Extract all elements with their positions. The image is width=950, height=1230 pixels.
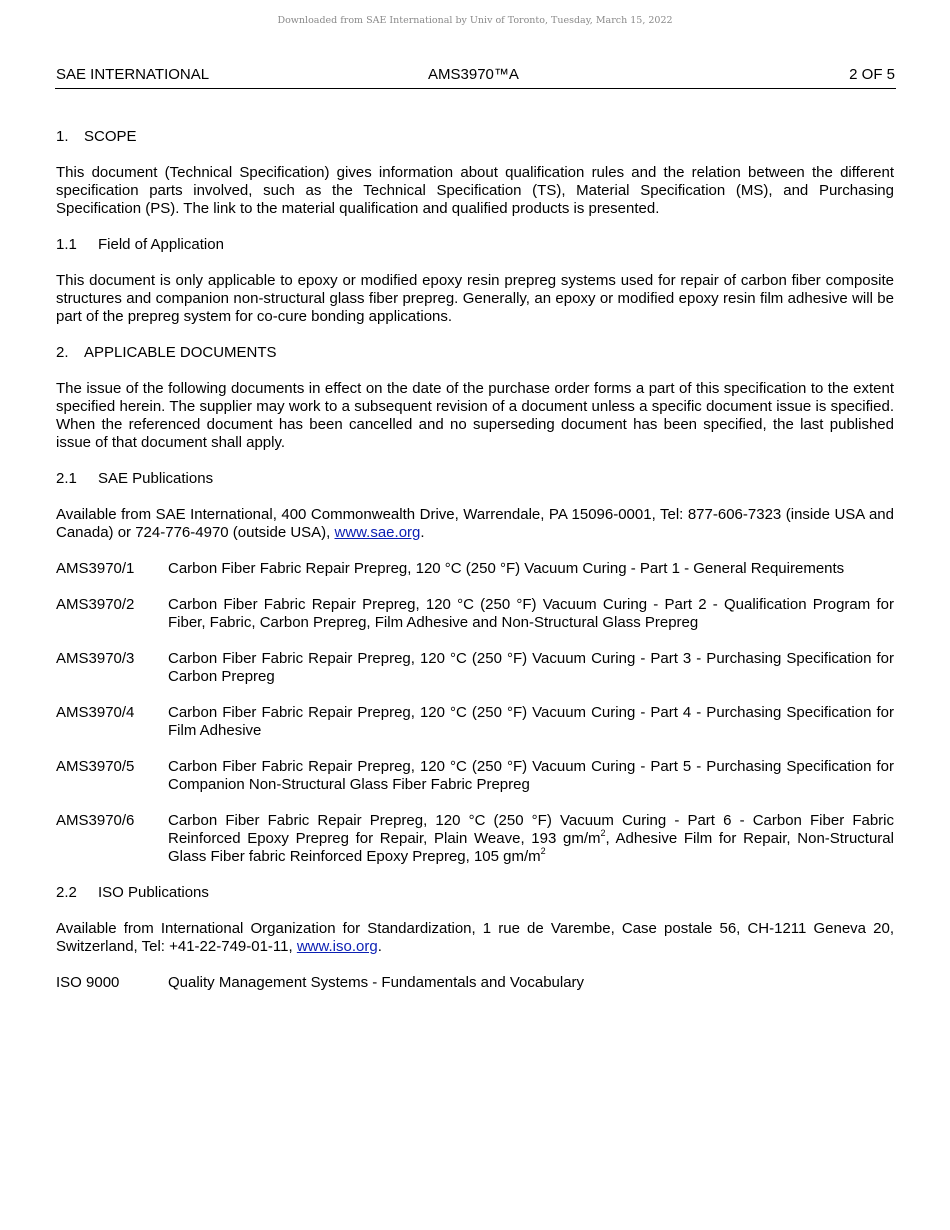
- section-heading-iso-publications: [56, 884, 894, 902]
- section-title: SAE Publications: [98, 470, 214, 487]
- section-title: APPLICABLE DOCUMENTS: [84, 344, 277, 361]
- download-watermark: Downloaded from SAE International by Univ of Toronto, Tuesday, March 15, 2022: [277, 15, 673, 26]
- reference-title: [168, 812, 894, 866]
- reference-code: AMS3970/5: [56, 758, 135, 775]
- reference-code: AMS3970/6: [56, 812, 135, 829]
- reference-code: AMS3970/3: [56, 650, 135, 667]
- section-number: 1.1: [56, 236, 77, 253]
- reference-title: Carbon Fiber Fabric Repair Prepreg, 120 °C (250 °F) Vacuum Curing - Part 1 - General Requirements: [168, 560, 845, 577]
- reference-entry: [56, 758, 894, 794]
- reference-code: ISO 9000: [56, 974, 120, 991]
- section-heading-scope: [56, 128, 894, 146]
- section-title: SCOPE: [84, 128, 137, 145]
- reference-title-part: , Adhesive Film for Repair, Non-Structural Glass Fiber fabric Reinforced Epoxy Prepreg, 105 gm/m: [168, 830, 894, 865]
- reference-code: AMS3970/2: [56, 596, 135, 613]
- section-number: 2.1: [56, 470, 77, 487]
- iso-availability-paragraph: [56, 920, 894, 956]
- section-number: 2.2: [56, 884, 77, 901]
- section-heading-sae-publications: [56, 470, 894, 488]
- iso-availability-end: .: [377, 938, 382, 955]
- section-title: Field of Application: [98, 236, 224, 253]
- field-of-application-paragraph: This document is only applicable to epoxy or modified epoxy resin prepreg systems used for repair of carbon fiber composite structures and companion non-structural glass fiber prepreg. Generally, an epoxy or modified epoxy resin film adhesive will be part of the prepreg system for co-cure bonding applications.: [56, 272, 894, 325]
- iso-availability-text: Available from International Organization for Standardization, 1 rue de Varembe, Case postale 56, CH-1211 Geneva 20, Switzerland, Tel: +41-22-749-01-11,: [56, 920, 894, 955]
- document-body: [56, 128, 894, 1010]
- reference-code: AMS3970/4: [56, 704, 135, 721]
- reference-title: Carbon Fiber Fabric Repair Prepreg, 120 °C (250 °F) Vacuum Curing - Part 3 - Purchasing Specification for Carbon Prepreg: [168, 650, 894, 685]
- header-page-number: 2 OF 5: [849, 66, 895, 83]
- reference-entry: [56, 596, 894, 632]
- reference-entry: [56, 974, 894, 992]
- header-organization: SAE INTERNATIONAL: [56, 66, 210, 83]
- sae-availability-end: .: [420, 524, 425, 541]
- header-document-number: AMS3970™A: [428, 66, 519, 83]
- superscript: 2: [540, 846, 546, 856]
- reference-entry: [56, 704, 894, 740]
- sae-availability-paragraph: [56, 506, 894, 542]
- scope-paragraph: This document (Technical Specification) gives information about qualification rules and the relation between the different specification parts involved, such as the Technical Specification (TS), Material Specification (MS), and Purchasing Specification (PS). The link to the material qualification and qualified products is presented.: [56, 164, 894, 217]
- page-header: [55, 66, 896, 89]
- section-number: 1.: [56, 128, 69, 145]
- reference-title: Carbon Fiber Fabric Repair Prepreg, 120 °C (250 °F) Vacuum Curing - Part 4 - Purchasing Specification for Film Adhesive: [168, 704, 894, 739]
- reference-entry: [56, 812, 894, 866]
- sae-availability-text: Available from SAE International, 400 Commonwealth Drive, Warrendale, PA 15096-0001, Tel: 877-606-7323 (inside USA and Canada) or 724-776-4970 (outside USA),: [56, 506, 894, 541]
- superscript: 2: [600, 828, 606, 838]
- reference-code: AMS3970/1: [56, 560, 135, 577]
- reference-title-part: Carbon Fiber Fabric Repair Prepreg, 120 °C (250 °F) Vacuum Curing - Part 6 - Carbon Fiber Fabric Reinforced Epoxy Prepreg for Repair, Plain Weave, 193 gm/m: [168, 812, 894, 847]
- reference-entry: [56, 560, 894, 578]
- reference-title: Carbon Fiber Fabric Repair Prepreg, 120 °C (250 °F) Vacuum Curing - Part 5 - Purchasing Specification for Companion Non-Structural Glass Fiber Fabric Prepreg: [168, 758, 894, 793]
- section-title: ISO Publications: [98, 884, 209, 901]
- reference-title: Quality Management Systems - Fundamentals and Vocabulary: [168, 974, 585, 991]
- section-heading-field-of-application: [56, 236, 894, 254]
- sae-website-link[interactable]: www.sae.org: [334, 524, 421, 541]
- applicable-documents-paragraph: The issue of the following documents in effect on the date of the purchase order forms a part of this specification to the extent specified herein. The supplier may work to a subsequent revision of a document unless a specific document issue is specified. When the referenced document has been cancelled and no superseding document has been specified, the last published issue of that document shall apply.: [56, 380, 894, 451]
- iso-website-link[interactable]: www.iso.org: [296, 938, 378, 955]
- reference-title: Carbon Fiber Fabric Repair Prepreg, 120 °C (250 °F) Vacuum Curing - Part 2 - Qualification Program for Fiber, Fabric, Carbon Prepreg, Film Adhesive and Non-Structural Glass Prepreg: [168, 596, 894, 631]
- section-number: 2.: [56, 344, 69, 361]
- reference-entry: [56, 650, 894, 686]
- section-heading-applicable-documents: [56, 344, 894, 362]
